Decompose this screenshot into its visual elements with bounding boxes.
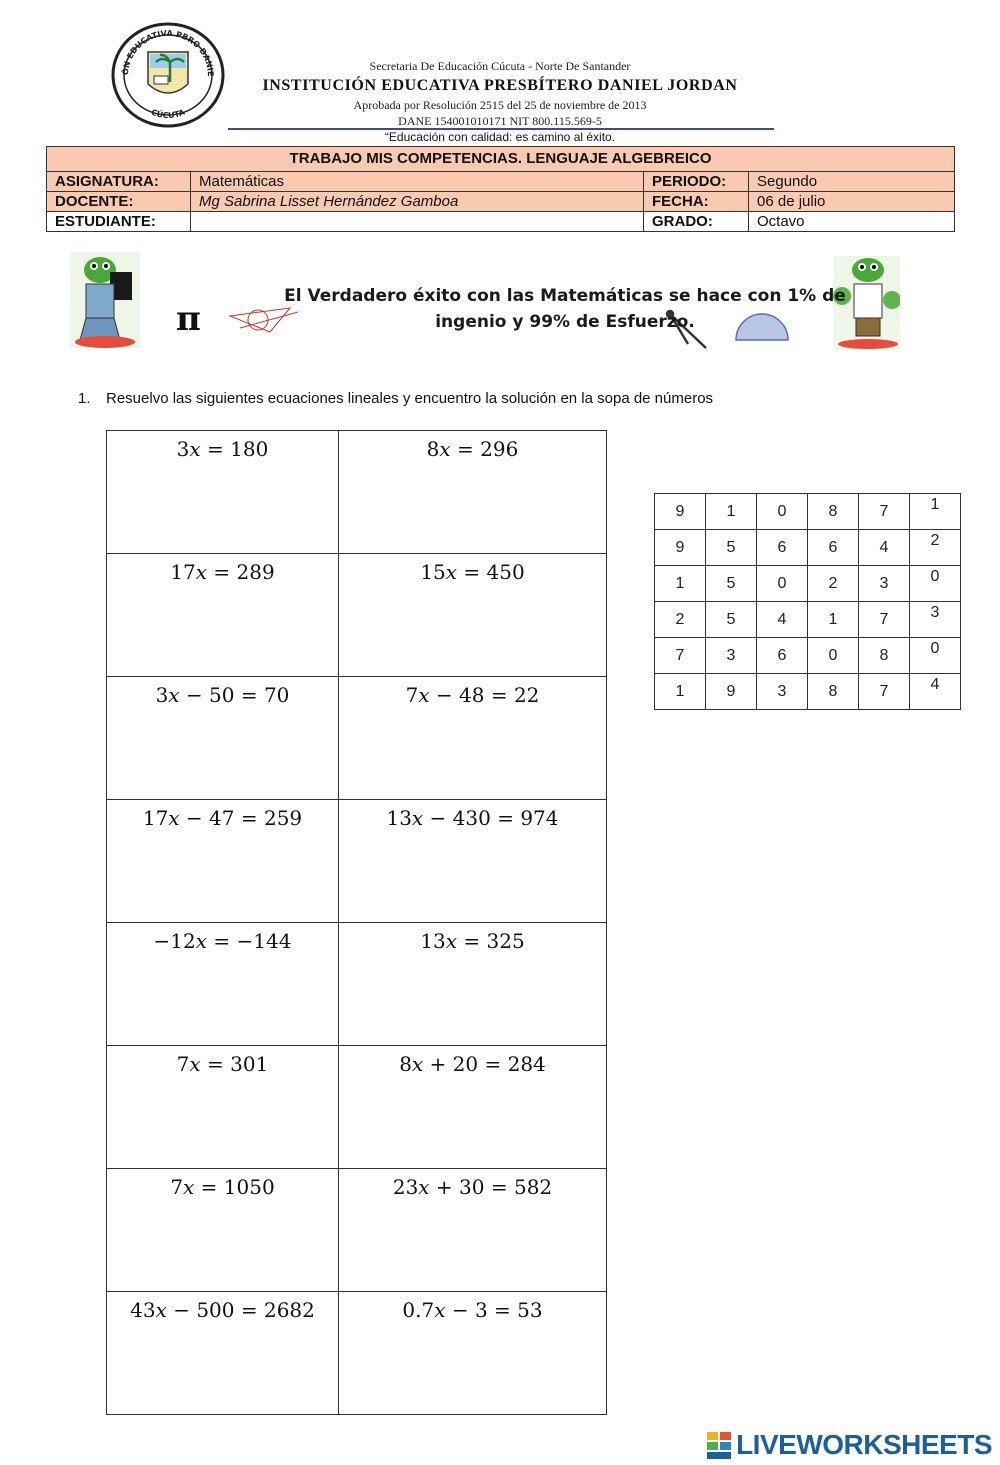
banner-line-2: ingenio y 99% de Esfuerzo. [435,312,695,332]
motivational-banner [70,252,900,350]
equation-cell[interactable]: 13𝑥 = 325 [339,923,607,1046]
logo-ring-text: ÓN EDUCATIVA PBRO DANIE [120,28,216,77]
exercise-instruction [78,390,713,407]
soup-cell[interactable]: 2 [655,602,706,638]
soup-cell[interactable]: 0 [910,638,961,674]
info-table [46,146,955,232]
soup-cell[interactable]: 8 [808,674,859,710]
soup-cell[interactable]: 9 [655,494,706,530]
subject-value: Matemáticas [191,172,644,192]
soup-cell[interactable]: 7 [859,674,910,710]
header-dane: DANE 154001010171 NIT 800.115.569-5 [398,114,602,128]
equation-cell[interactable]: 13𝑥 − 430 = 974 [339,800,607,923]
soup-cell[interactable]: 4 [910,674,961,710]
soup-cell[interactable]: 9 [655,530,706,566]
student-label: ESTUDIANTE: [47,212,191,232]
soup-cell[interactable]: 0 [757,566,808,602]
soup-cell[interactable]: 6 [757,638,808,674]
exercise-number: 1. [78,390,91,407]
period-value: Segundo [749,172,955,192]
equation-cell[interactable]: 3𝑥 = 180 [107,431,339,554]
logo-city: CÚCUTA [149,107,187,121]
liveworksheets-brand[interactable] [707,1428,992,1462]
soup-cell[interactable]: 7 [859,494,910,530]
pi-symbol: π [176,299,201,339]
equation-cell[interactable]: 8𝑥 + 20 = 284 [339,1046,607,1169]
student-name-field[interactable] [191,212,644,232]
equation-cell[interactable]: 15𝑥 = 450 [339,554,607,677]
soup-cell[interactable]: 6 [757,530,808,566]
cartoon-girl-icon [70,252,140,348]
soup-cell[interactable]: 4 [859,530,910,566]
soup-cell[interactable]: 1 [706,494,757,530]
subject-label: ASIGNATURA: [47,172,191,192]
equation-cell[interactable]: 43𝑥 − 500 = 2682 [107,1292,339,1415]
period-label: PERIODO: [644,172,749,192]
soup-cell[interactable]: 1 [808,602,859,638]
soup-cell[interactable]: 8 [859,638,910,674]
soup-cell[interactable]: 3 [910,602,961,638]
equation-cell[interactable]: 0.7𝑥 − 3 = 53 [339,1292,607,1415]
equation-cell[interactable]: 23𝑥 + 30 = 582 [339,1169,607,1292]
date-value: 06 de julio [749,192,955,212]
equation-cell[interactable]: 7𝑥 = 301 [107,1046,339,1169]
banner-line-1: El Verdadero éxito con las Matemáticas se hace con 1% de [284,286,846,306]
soup-cell[interactable]: 5 [706,530,757,566]
liveworksheets-wordmark: LIVEWORKSHEETS [736,1429,992,1460]
equation-cell[interactable]: 8𝑥 = 296 [339,431,607,554]
equations-table [106,430,607,1415]
soup-cell[interactable]: 2 [808,566,859,602]
grade-value: Octavo [749,212,955,232]
teacher-label: DOCENTE: [47,192,191,212]
soup-cell[interactable]: 5 [706,602,757,638]
soup-cell[interactable]: 5 [706,566,757,602]
header-institution: INSTITUCIÓN EDUCATIVA PRESBÍTERO DANIEL JORDAN [262,77,738,94]
number-soup-grid [654,493,961,710]
soup-cell[interactable]: 8 [808,494,859,530]
worksheet-title: TRABAJO MIS COMPETENCIAS. LENGUAJE ALGEBREICO [47,147,955,172]
equation-cell[interactable]: 7𝑥 − 48 = 22 [339,677,607,800]
date-label: FECHA: [644,192,749,212]
exercise-text: Resuelvo las siguientes ecuaciones lineales y encuentro la solución en la sopa de números [106,390,714,407]
soup-cell[interactable]: 7 [859,602,910,638]
soup-cell[interactable]: 3 [706,638,757,674]
equation-cell[interactable]: −12𝑥 = −144 [107,923,339,1046]
soup-tick-mark [654,695,655,705]
teacher-value: Mg Sabrina Lisset Hernández Gamboa [191,192,644,212]
soup-cell[interactable]: 1 [655,674,706,710]
header-motto: “Educación con calidad: es camino al éxito. [384,130,616,144]
soup-cell[interactable]: 1 [910,494,961,530]
soup-cell[interactable]: 3 [757,674,808,710]
soup-cell[interactable]: 6 [808,530,859,566]
soup-cell[interactable]: 0 [808,638,859,674]
grade-label: GRADO: [644,212,749,232]
liveworksheets-logo-icon [707,1430,733,1460]
equation-cell[interactable]: 17𝑥 − 47 = 259 [107,800,339,923]
header-secretaria: Secretaria De Educación Cúcuta - Norte De Santander [369,59,631,73]
soup-cell[interactable]: 3 [859,566,910,602]
header-resolution: Aprobada por Resolución 2515 del 25 de noviembre de 2013 [353,98,647,112]
soup-cell[interactable]: 0 [757,494,808,530]
equation-cell[interactable]: 7𝑥 = 1050 [107,1169,339,1292]
soup-cell[interactable]: 1 [655,566,706,602]
soup-cell[interactable]: 4 [757,602,808,638]
soup-cell[interactable]: 9 [706,674,757,710]
soup-cell[interactable]: 7 [655,638,706,674]
soup-cell[interactable]: 0 [910,566,961,602]
soup-cell[interactable]: 2 [910,530,961,566]
equation-cell[interactable]: 17𝑥 = 289 [107,554,339,677]
equation-cell[interactable]: 3𝑥 − 50 = 70 [107,677,339,800]
